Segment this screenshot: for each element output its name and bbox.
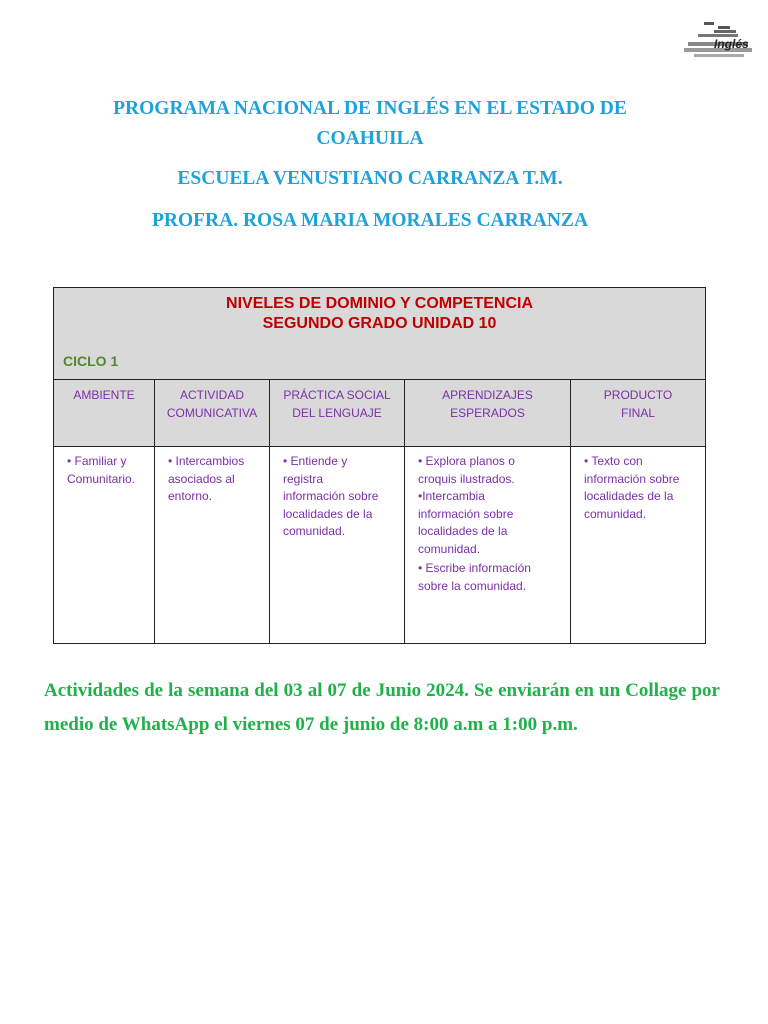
logo-text: Inglés (714, 37, 749, 51)
cell-line: •Intercambia (418, 489, 485, 503)
header-program-line2: COAHUILA (316, 128, 424, 149)
column-header-aprendizajes-line2: ESPERADOS (450, 406, 525, 420)
cell-line: Comunitario. (67, 471, 136, 486)
header-program-line1: PROGRAMA NACIONAL DE INGLÉS EN EL ESTADO DE (113, 98, 627, 119)
cell-line: comunidad. (283, 524, 346, 538)
cell-line: información sobre (283, 489, 379, 503)
cell-line: registra (283, 471, 324, 486)
document-header (60, 94, 680, 236)
column-header-aprendizajes-line1: APRENDIZAJES (442, 388, 533, 402)
cell-line: comunidad. (418, 541, 481, 556)
cell-line: sobre la comunidad. (418, 578, 527, 593)
cell-line: localidades de la (283, 506, 373, 521)
cell-line: • Explora planos o (418, 454, 515, 468)
english-program-logo-icon (684, 18, 754, 60)
column-header-practica-line2: DEL LENGUAJE (292, 406, 382, 420)
column-header-producto-line2: FINAL (621, 406, 656, 420)
cell-line: información sobre (584, 471, 680, 486)
cell-line: • Entiende y (283, 454, 348, 468)
cell-practica (270, 447, 405, 644)
header-school: ESCUELA VENUSTIANO CARRANZA T.M. (177, 168, 563, 189)
column-header-producto (571, 380, 706, 447)
levels-table (53, 287, 706, 644)
cell-producto (571, 447, 706, 644)
activities-paragraph: Actividades de la semana del 03 al 07 de Junio 2024. Se enviarán en un Collage por medio de WhatsApp el viernes 07 de junio de 8:00 a.m a 1:00 p.m. (44, 680, 720, 735)
cell-line: • Escribe información (418, 561, 531, 575)
cell-aprendizajes (405, 447, 571, 644)
cell-line: localidades de la (584, 489, 674, 503)
table-title-cell (54, 288, 706, 380)
ingles-logo (684, 18, 754, 60)
cell-line: croquis ilustrados. (418, 471, 515, 486)
column-header-actividad-line2: COMUNICATIVA (166, 406, 258, 420)
cell-line: • Intercambios (168, 454, 245, 468)
column-header-practica-line1: PRÁCTICA SOCIAL (283, 388, 391, 402)
cell-line: localidades de la (418, 524, 508, 538)
cell-line: comunidad. (584, 506, 647, 521)
column-header-actividad-line1: ACTIVIDAD (179, 388, 244, 402)
table-title-line2: SEGUNDO GRADO UNIDAD 10 (262, 315, 497, 332)
cell-line: información sobre (418, 506, 514, 521)
column-header-producto-line1: PRODUCTO (603, 388, 673, 402)
column-header-actividad (155, 380, 270, 447)
cell-actividad (155, 447, 270, 644)
table-title-line1: NIVELES DE DOMINIO Y COMPETENCIA (226, 295, 534, 312)
column-header-ambiente (54, 380, 155, 447)
cell-line: • Familiar y (67, 454, 127, 468)
cell-ambiente (54, 447, 155, 644)
cell-line: entorno. (168, 489, 213, 503)
cell-line: • Texto con (584, 454, 643, 468)
header-teacher: PROFRA. ROSA MARIA MORALES CARRANZA (151, 210, 589, 231)
column-header-aprendizajes (405, 380, 571, 447)
ciclo-label: CICLO 1 (63, 353, 119, 369)
column-header-ambiente-text: AMBIENTE (73, 388, 135, 402)
cell-line: asociados al (168, 471, 235, 486)
column-header-practica (270, 380, 405, 447)
